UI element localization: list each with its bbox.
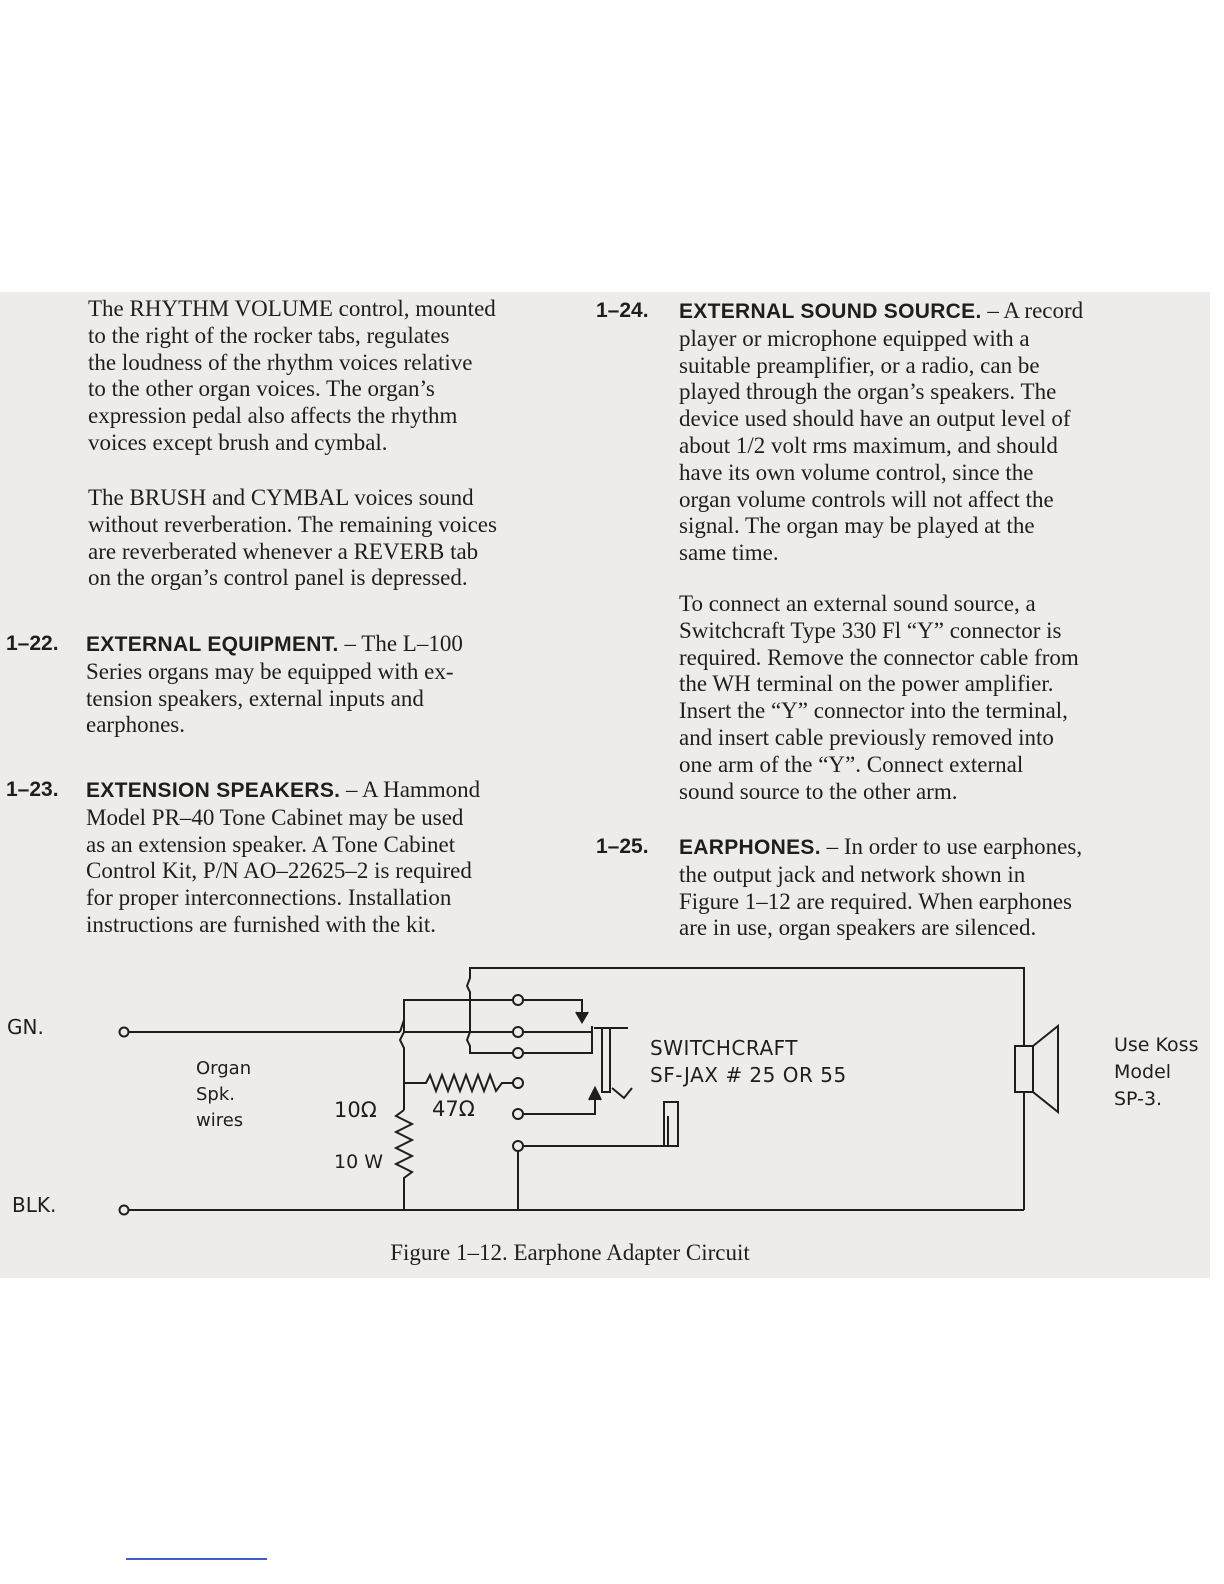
section-1-25-heading: EARPHONES. bbox=[679, 836, 821, 859]
section-1-24-heading: EXTERNAL SOUND SOURCE. bbox=[679, 300, 982, 323]
section-1-24-paragraph bbox=[679, 298, 1083, 567]
section-1-23-heading: EXTENSION SPEAKERS. bbox=[86, 779, 341, 802]
organ-speaker-wires-label: Organ Spk. wires bbox=[196, 1058, 252, 1131]
earphone-model-label: Use Koss Model SP-3. bbox=[1114, 1034, 1199, 1110]
section-1-25-paragraph bbox=[679, 834, 1082, 942]
figure-caption: Figure 1–12. Earphone Adapter Circuit bbox=[390, 1240, 750, 1265]
brush-cymbal-paragraph: The BRUSH and CYMBAL voices sound without reverberation. The remaining voices are reverberated whenever a REVERB tab on the organ’s control panel is depressed. bbox=[88, 485, 497, 591]
jack-contact-1 bbox=[513, 995, 523, 1005]
section-1-23-paragraph bbox=[86, 777, 480, 939]
plug-lead bbox=[523, 1116, 668, 1146]
switchcraft-jack-label: SWITCHCRAFT SF-JAX # 25 OR 55 bbox=[650, 1036, 847, 1087]
section-1-23-body: – A Hammond Model PR–40 Tone Cabinet may be used as an extension speaker. A Tone Cabinet Control Kit, P/N AO–22625–2 is required for proper interconnections. Installation instructions are furnished with the kit. bbox=[86, 777, 481, 937]
section-number-1-25: 1–25. bbox=[596, 835, 649, 858]
jack-lead-3 bbox=[467, 1000, 512, 1053]
jack-contact-6 bbox=[513, 1141, 523, 1151]
earphone-adapter-circuit bbox=[0, 960, 1224, 1240]
left-bus bbox=[400, 1000, 404, 1110]
resistor-47-ohm-value: 47Ω bbox=[432, 1097, 475, 1121]
footnote-rule bbox=[126, 1558, 267, 1560]
section-number-1-22: 1–22. bbox=[6, 632, 59, 655]
gn-label: GN. bbox=[7, 1015, 44, 1039]
section-1-24-body: – A record player or microphone equipped with a suitable preamplifier, or a radio, can be played through the organ’s speakers. The device used should have an output level of about 1/2 volt rms maximum, and should have its own volume control, since the organ volume controls will not affect the signal. The organ may be played at the same time. bbox=[679, 298, 1084, 566]
speaker-icon bbox=[1033, 1026, 1058, 1112]
resistor-10-ohm-value: 10Ω bbox=[334, 1098, 377, 1122]
spring-1 bbox=[523, 1000, 582, 1018]
section-number-1-23: 1–23. bbox=[6, 778, 59, 801]
resistor-10-ohm-power: 10 W bbox=[334, 1151, 384, 1173]
jack-frame bbox=[602, 1028, 610, 1092]
section-1-25-body: – In order to use earphones, the output jack and network shown in Figure 1–12 are required. When earphones are in use, organ speakers are silenced. bbox=[679, 834, 1083, 941]
plug-tip bbox=[664, 1102, 678, 1146]
section-1-22-body: – The L–100 Series organs may be equipped with ex- tension speakers, external inputs and earphones. bbox=[86, 631, 463, 738]
section-1-22-paragraph bbox=[86, 631, 463, 739]
gn-terminal bbox=[120, 1028, 129, 1037]
section-number-1-24: 1–24. bbox=[596, 299, 649, 322]
blk-terminal bbox=[120, 1206, 129, 1215]
spring-4 bbox=[523, 1092, 595, 1114]
blk-label: BLK. bbox=[12, 1193, 57, 1217]
jack-contact-3 bbox=[513, 1048, 523, 1058]
spring-3 bbox=[523, 1026, 592, 1053]
speaker-magnet bbox=[1015, 1046, 1033, 1092]
jack-contact-4 bbox=[513, 1078, 523, 1088]
connect-paragraph: To connect an external sound source, a Switchcraft Type 330 Fl “Y” connector is required. Remove the connector cable from the WH terminal on the power amplifier. Insert the “Y” connector into the terminal, and insert cable previously removed into one arm of the “Y”. Connect external sound source to the other arm. bbox=[679, 591, 1079, 804]
resistor-10-ohm bbox=[396, 1110, 412, 1210]
section-1-22-heading: EXTERNAL EQUIPMENT. bbox=[86, 633, 339, 656]
jack-contact-2 bbox=[513, 1027, 523, 1037]
resistor-47-ohm bbox=[404, 1075, 513, 1091]
rhythm-volume-paragraph: The RHYTHM VOLUME control, mounted to the right of the rocker tabs, regulates the loudness of the rhythm voices relative to the other organ voices. The organ’s expression pedal also affects the rhythm voices except brush and cymbal. bbox=[88, 296, 496, 455]
jack-contact-5 bbox=[513, 1109, 523, 1119]
